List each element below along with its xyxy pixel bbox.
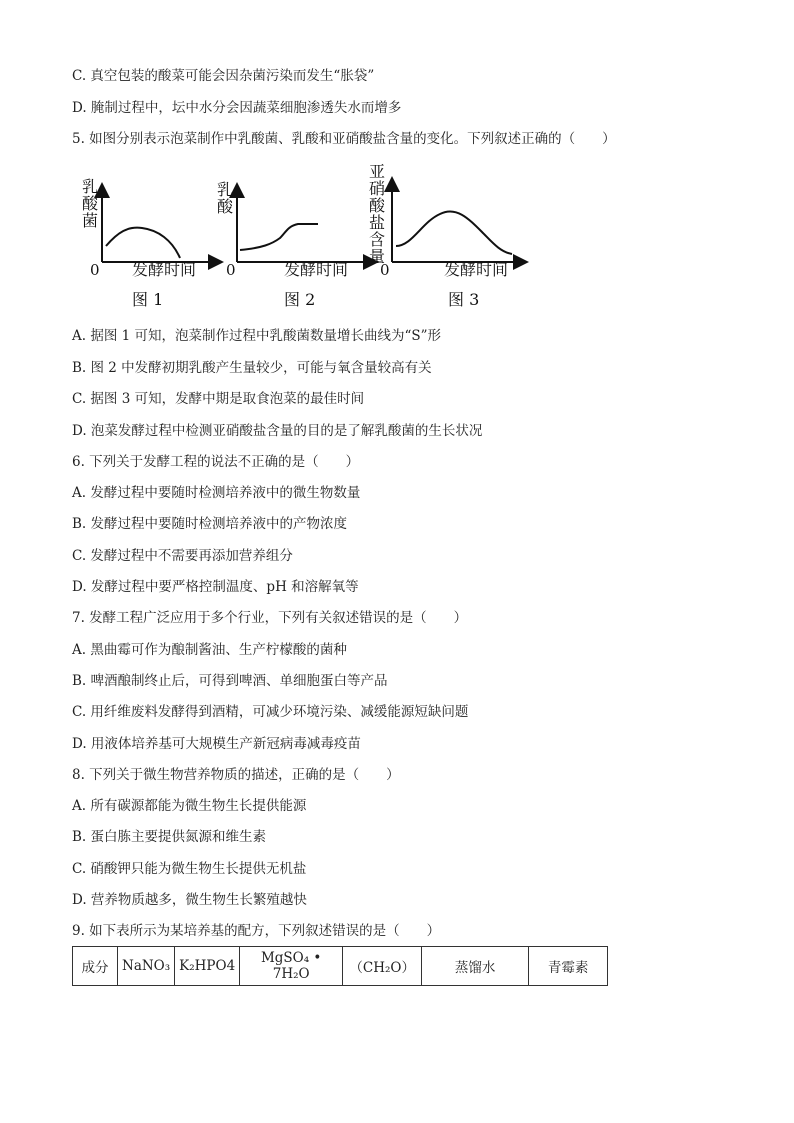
question-7: 7. 发酵工程广泛应用于多个行业，下列有关叙述错误的是（ ） [72, 610, 468, 626]
fig2-ylabel-2: 酸 [217, 197, 234, 216]
fig3-xlabel: 发酵时间 [444, 260, 509, 279]
option-4c: C. 真空包装的酸菜可能会因杂菌污染而发生“胀袋” [72, 68, 375, 84]
option-5d: D. 泡菜发酵过程中检测亚硝酸盐含量的目的是了解乳酸菌的生长状况 [72, 423, 483, 439]
fig2-ylabel-1: 乳 [217, 180, 234, 199]
figure-1 [82, 177, 222, 309]
option-7d: D. 用液体培养基可大规模生产新冠病毒减毒疫苗 [72, 736, 361, 752]
option-6d: D. 发酵过程中要严格控制温度、pH 和溶解氧等 [72, 579, 359, 595]
option-8c: C. 硝酸钾只能为微生物生长提供无机盐 [72, 861, 307, 877]
fig2-origin: 0 [226, 261, 236, 279]
fig1-ylabel-1: 乳 [82, 177, 99, 196]
table-cell-water: 蒸馏水 [422, 947, 529, 986]
fig3-ylabel-1: 亚 [369, 162, 386, 181]
question-8: 8. 下列关于微生物营养物质的描述，正确的是（ ） [72, 767, 400, 783]
option-6b: B. 发酵过程中要随时检测培养液中的产物浓度 [72, 516, 348, 532]
option-4d: D. 腌制过程中，坛中水分会因蔬菜细胞渗透失水而增多 [72, 100, 402, 116]
table-cell-ch2o: （CH₂O） [343, 947, 422, 986]
table-cell-k2hpo4: K₂HPO4 [175, 947, 240, 986]
fig1-ylabel-2: 酸 [82, 194, 99, 213]
option-6c: C. 发酵过程中不需要再添加营养组分 [72, 548, 293, 564]
fig3-caption: 图 3 [448, 290, 480, 309]
fig2-curve [240, 224, 318, 250]
fig2-xlabel: 发酵时间 [284, 260, 349, 279]
option-8b: B. 蛋白胨主要提供氮源和维生素 [72, 829, 267, 845]
fig3-ylabel-5: 含 [369, 230, 386, 249]
table-cell-penicillin: 青霉素 [529, 947, 608, 986]
fig3-ylabel-3: 酸 [369, 196, 386, 215]
option-6a: A. 发酵过程中要随时检测培养液中的微生物数量 [72, 485, 361, 501]
medium-recipe-table [72, 946, 608, 986]
fig1-ylabel-3: 菌 [82, 211, 99, 230]
question-6: 6. 下列关于发酵工程的说法不正确的是（ ） [72, 454, 360, 470]
option-7c: C. 用纤维废料发酵得到酒精，可减少环境污染、减缓能源短缺问题 [72, 704, 469, 720]
fig3-ylabel-2: 硝 [369, 179, 386, 198]
question-5: 5. 如图分别表示泡菜制作中乳酸菌、乳酸和亚硝酸盐含量的变化。下列叙述正确的（ ） [72, 131, 616, 147]
option-5c: C. 据图 3 可知，发酵中期是取食泡菜的最佳时间 [72, 391, 365, 407]
fig3-origin: 0 [380, 261, 390, 279]
option-7a: A. 黑曲霉可作为酿制酱油、生产柠檬酸的菌种 [72, 642, 347, 658]
fig1-xlabel: 发酵时间 [132, 260, 197, 279]
fig3-curve [396, 211, 512, 254]
fig3-ylabel-4: 盐 [369, 213, 386, 232]
table-cell-mgso4: MgSO₄ • 7H₂O [240, 947, 343, 986]
fig3-ylabel-6: 量 [369, 247, 386, 266]
option-7b: B. 啤酒酿制终止后，可得到啤酒、单细胞蛋白等产品 [72, 673, 388, 689]
fig1-caption: 图 1 [132, 290, 164, 309]
option-5b: B. 图 2 中发酵初期乳酸产生量较少，可能与氧含量较高有关 [72, 360, 432, 376]
figure-2 [217, 180, 377, 309]
option-8d: D. 营养物质越多，微生物生长繁殖越快 [72, 892, 307, 908]
option-8a: A. 所有碳源都能为微生物生长提供能源 [72, 798, 307, 814]
fig1-curve [106, 228, 180, 258]
fermentation-figures [72, 162, 542, 322]
fig1-origin: 0 [90, 261, 100, 279]
figure-3 [369, 162, 527, 309]
table-cell-component: 成分 [73, 947, 118, 986]
option-5a: A. 据图 1 可知，泡菜制作过程中乳酸菌数量增长曲线为“S”形 [72, 328, 442, 344]
table-cell-nano3: NaNO₃ [118, 947, 175, 986]
question-9: 9. 如下表所示为某培养基的配方，下列叙述错误的是（ ） [72, 923, 441, 939]
fig2-caption: 图 2 [284, 290, 316, 309]
figures-area [72, 162, 542, 322]
table-row [73, 947, 608, 986]
